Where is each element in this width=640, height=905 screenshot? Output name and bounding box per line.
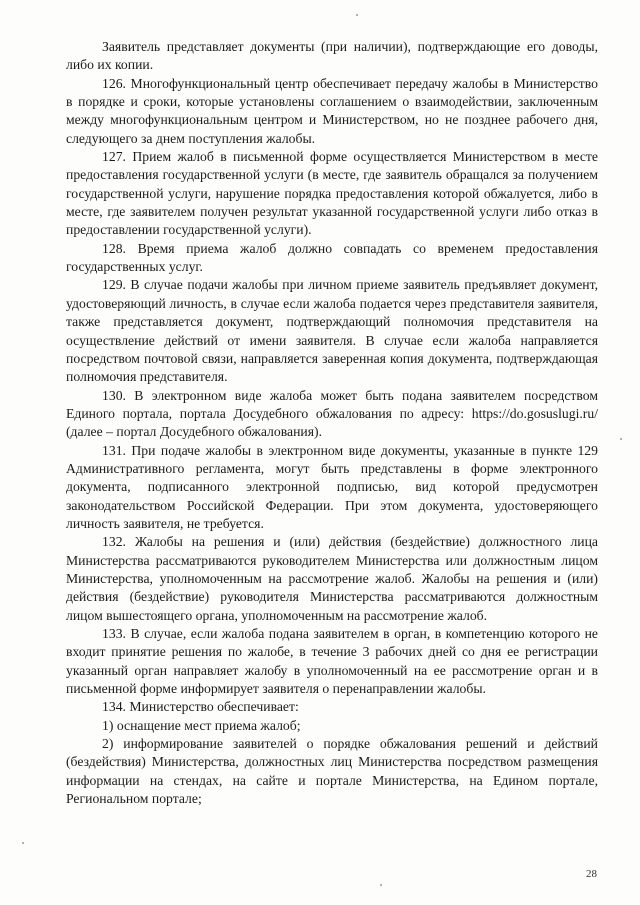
scan-speck: [356, 14, 358, 16]
scan-speck: [380, 884, 382, 886]
paragraph: Заявитель представляет документы (при наличии), подтверждающие его доводы, либо их копии.: [66, 39, 598, 73]
paragraph-130: 130. В электронном виде жалоба может быть подана заявителем посредством Единого портала, портала Досудебного обжалования по адресу: https://do.gosuslugi.ru/ (далее – портал Досудебного обжалования).: [66, 387, 598, 440]
document-body: [66, 38, 598, 808]
list-item-2: 2) информирование заявителей о порядке обжалования решений и действий (бездействия) Министерства, должностных лиц Министерства посредством размещения информации на стендах, на сайте и портале Министерства, на Едином портале, Региональном портале;: [66, 736, 598, 807]
scan-speck: [620, 438, 622, 440]
paragraph-132: 132. Жалобы на решения и (или) действия (бездействие) должностного лица Министерства рассматриваются руководителем Министерства или должностным лицом Министерства, уполномоченным на рассмотрение жалоб. Жалобы на решения и (или) действия (бездействие) руководителя Министерства рассматриваются должностным лицом вышестоящего органа, уполномоченным на рассмотрение жалоб.: [66, 534, 598, 623]
paragraph-127: 127. Прием жалоб в письменной форме осуществляется Министерством в месте предоставления государственной услуги (в месте, где заявитель обращался за получением государственной услуги, нарушение порядка предоставления которой обжалуется, либо в месте, где заявителем получен результат указанной государственной услуги либо отказ в предоставлении государственной услуги).: [66, 149, 598, 238]
page-number: 28: [586, 868, 597, 880]
scan-speck: [22, 842, 24, 844]
list-item-1: 1) оснащение мест приема жалоб;: [102, 717, 301, 733]
paragraph-128: 128. Время приема жалоб должно совпадать со временем предоставления государственных услуг.: [66, 240, 598, 275]
paragraph-126: 126. Многофункциональный центр обеспечивает передачу жалобы в Министерство в порядке и сроки, которые установлены соглашением о взаимодействии, заключенным между многофункциональным центром и Министерством, но не позднее рабочего дня, следующего за днем поступления жалобы.: [66, 75, 598, 146]
paragraph-129: 129. В случае подачи жалобы при личном приеме заявитель предъявляет документ, удостоверяющий личность, в случае если жалоба подается через представителя заявителя, также представляется документ, подтверждающий полномочия представителя на осуществление действий от имени заявителя. В случае если жалоба направляется посредством почтовой связи, направляется заверенная копия документа, подтверждающая полномочия представителя.: [66, 277, 598, 385]
paragraph-131: 131. При подаче жалобы в электронном виде документы, указанные в пункте 129 Административного регламента, могут быть представлены в форме электронного документа, подписанного электронной подписью, вид которой предусмотрен законодательством Российской Федерации. При этом документа, удостоверяющего личность заявителя, не требуется.: [66, 442, 598, 531]
paragraph-134: 134. Министерство обеспечивает:: [102, 699, 299, 715]
paragraph-133: 133. В случае, если жалоба подана заявителем в орган, в компетенцию которого не входит принятие решения по жалобе, в течение 3 рабочих дней со дня ее регистрации указанный орган направляет жалобу в уполномоченный на ее рассмотрение орган и в письменной форме информирует заявителя о перенаправлении жалобы.: [66, 626, 598, 697]
